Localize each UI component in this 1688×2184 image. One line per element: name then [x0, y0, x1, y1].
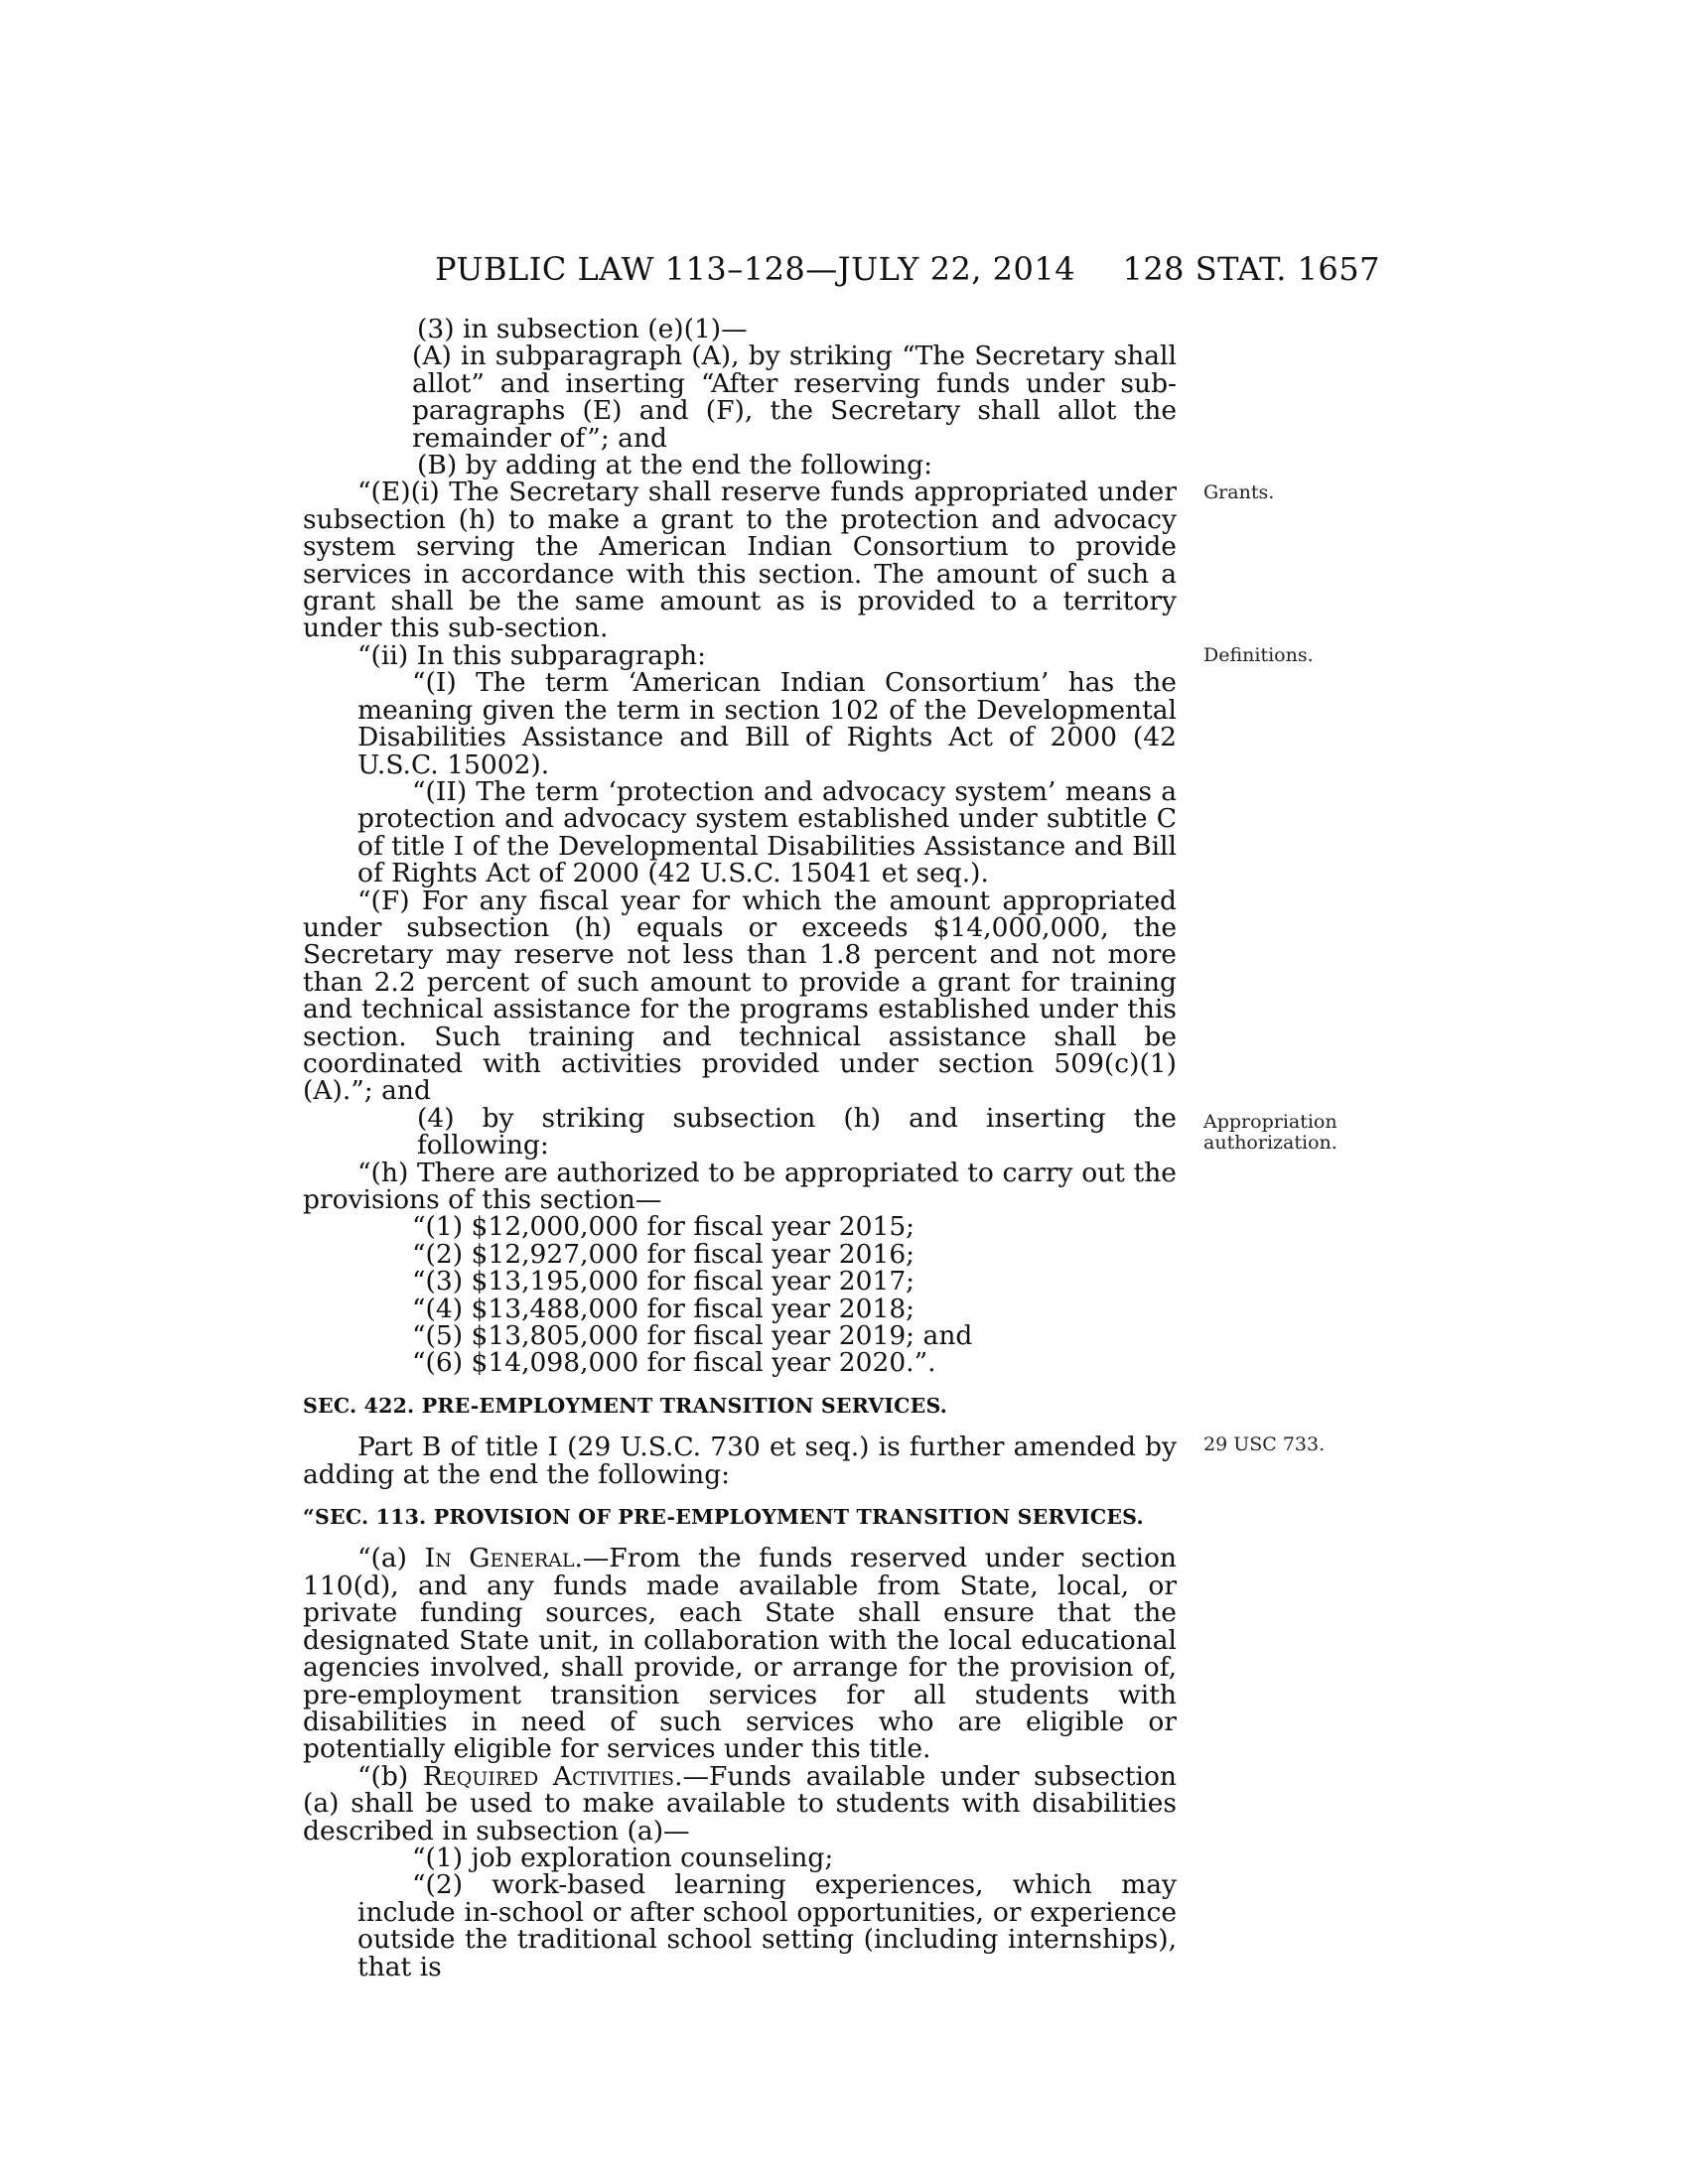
- list-item: “(5) $13,805,000 for fiscal year 2019; and: [412, 1320, 973, 1352]
- side-note-appropriation: [1203, 1112, 1352, 1154]
- running-head: [298, 250, 1380, 290]
- paragraph: [303, 1543, 1177, 1765]
- paragraph-text: .—Funds available under subsection (a) shall be used to make available to students with disabilities described in subsection (a)—: [303, 1760, 1177, 1846]
- page-title: PUBLIC LAW 113–128—JULY 22, 2014: [435, 250, 1076, 288]
- section-heading: “SEC. 113. PROVISION OF PRE-EMPLOYMENT TRANSITION SERVICES.: [303, 1505, 1144, 1530]
- paragraph: “(1) job exploration counseling;: [412, 1842, 834, 1873]
- list-item: “(4) $13,488,000 for fiscal year 2018;: [412, 1293, 915, 1324]
- paragraph: [303, 342, 1177, 452]
- document-body: [303, 316, 1177, 1980]
- side-note-appropriation-line1: Appropriation: [1203, 1111, 1337, 1133]
- list-item: “(6) $14,098,000 for fiscal year 2020.”.: [412, 1347, 936, 1379]
- side-note-usc: 29 USC 733.: [1203, 1433, 1326, 1455]
- list-item: “(1) $12,000,000 for fiscal year 2015;: [412, 1211, 915, 1243]
- subsection-label: “(a): [357, 1543, 408, 1574]
- subsection-heading: In General: [424, 1543, 575, 1574]
- paragraph: “(E)(i) The Secretary shall reserve funds appropriated under subsection (h) to make a grant to the protection and advocacy system serving the American Indian Consortium to provide services in accordance with this section. The amount of such a grant shall be the same amount as is provided to a territory under this sub-section.: [303, 477, 1177, 644]
- paragraph: [303, 1760, 1177, 1846]
- subsection-heading: Required Activities: [422, 1760, 675, 1792]
- subsection-label: “(b): [357, 1760, 409, 1792]
- side-note-definitions: Definitions.: [1203, 644, 1314, 666]
- paragraph-text: (A) in subparagraph (A), by striking “The Secretary shall allot” and inserting “After reserving funds under sub-paragraphs (E) and (F), the Secretary shall allot the remainder of”; and: [412, 341, 1177, 454]
- paragraph: (4) by striking subsection (h) and inserting the following:: [417, 1102, 1177, 1161]
- paragraph: “(F) For any fiscal year for which the amount appropriated under subsection (h) equals or exceeds $14,000,000, the Secretary may reserve not less than 1.8 percent and not more than 2.2 percent of such amount to provide a grant for training and technical assistance for the programs established under this section. Such training and technical assistance shall be coordinated with activities provided under section 509(c)(1)(A).”; and: [303, 885, 1177, 1107]
- paragraph: Part B of title I (29 U.S.C. 730 et seq.) is further amended by adding at the end the following:: [303, 1432, 1177, 1490]
- section-heading: SEC. 422. PRE-EMPLOYMENT TRANSITION SERVICES.: [303, 1393, 948, 1418]
- stat-page-number: 128 STAT. 1657: [1122, 250, 1380, 288]
- list-item: “(3) $13,195,000 for fiscal year 2017;: [412, 1266, 915, 1297]
- side-note-appropriation-line2: authorization.: [1203, 1132, 1337, 1154]
- paragraph: “(h) There are authorized to be appropriated to carry out the provisions of this section—: [303, 1157, 1177, 1215]
- paragraph: “(2) work-based learning experiences, which may include in-school or after school opportunities, or experience outside the traditional school setting (including internships), that is: [357, 1869, 1177, 1982]
- paragraph-text: .—From the funds reserved under section 110(d), and any funds made available from State, local, or private funding sources, each State shall ensure that the designated State unit, in collaboration with the local educational agencies involved, shall provide, or arrange for the provision of, pre-employment transition services for all students with disabilities in need of such services who are eligible or potentially eligible for services under this title.: [303, 1543, 1177, 1765]
- paragraph: “(ii) In this subparagraph:: [357, 639, 707, 671]
- side-note-grants: Grants.: [1203, 481, 1275, 503]
- list-item: “(2) $12,927,000 for fiscal year 2016;: [412, 1238, 915, 1270]
- paragraph: “(I) The term ‘American Indian Consortium’ has the meaning given the term in section 102 of the Developmental Disabilities Assistance and Bill of Rights Act of 2000 (42 U.S.C. 15002).: [357, 667, 1177, 780]
- paragraph: (B) by adding at the end the following:: [417, 450, 933, 481]
- paragraph: (3) in subsection (e)(1)—: [417, 314, 748, 344]
- paragraph: “(II) The term ‘protection and advocacy system’ means a protection and advocacy system established under subtitle C of title I of the Developmental Disabilities Assistance and Bill of Rights Act of 2000 (42 U.S.C. 15041 et seq.).: [357, 775, 1177, 889]
